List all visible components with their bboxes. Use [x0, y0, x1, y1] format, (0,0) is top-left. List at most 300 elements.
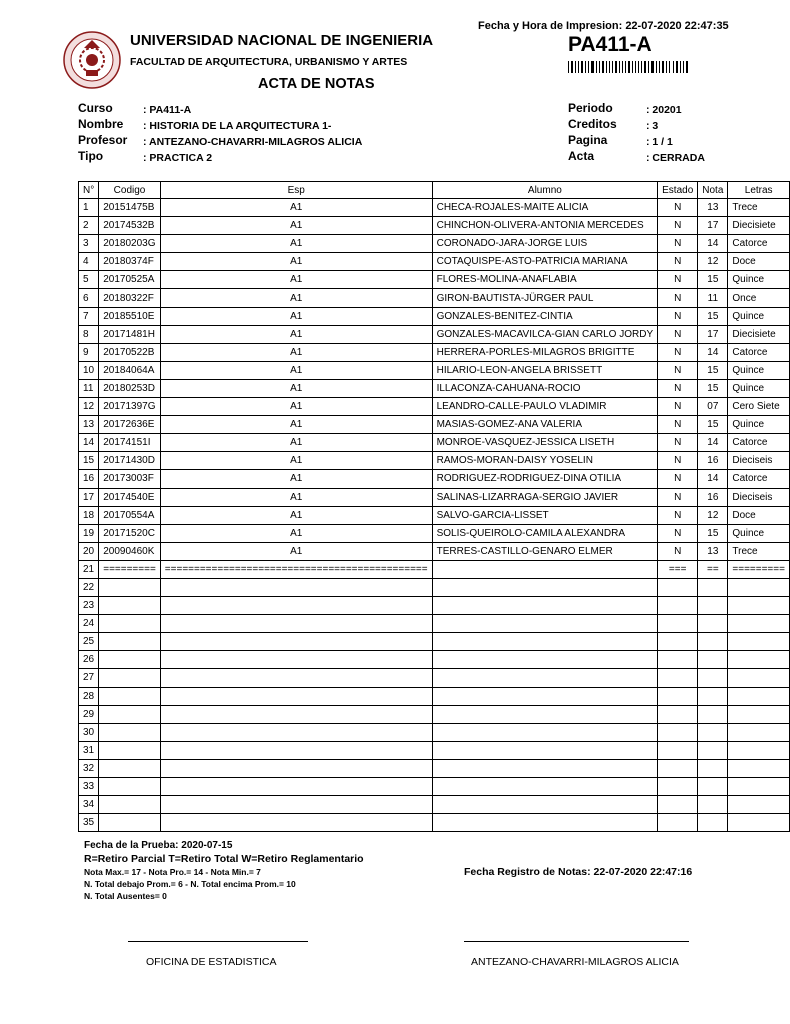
cell-nota — [698, 669, 728, 687]
cell-letras: Diecisiete — [728, 217, 790, 235]
cell-codigo — [99, 597, 161, 615]
cell-codigo — [99, 651, 161, 669]
value-nombre: : HISTORIA DE LA ARQUITECTURA 1- — [143, 120, 332, 132]
cell-codigo: 20090460K — [99, 542, 161, 560]
cell-esp: A1 — [160, 361, 432, 379]
table-row — [79, 488, 790, 506]
cell-num: 4 — [79, 253, 99, 271]
cell-codigo — [99, 814, 161, 832]
cell-letras: Dieciseis — [728, 488, 790, 506]
cell-codigo: 20173003F — [99, 470, 161, 488]
cell-estado: N — [658, 434, 698, 452]
cell-nota — [698, 741, 728, 759]
label-acta: Acta — [568, 149, 595, 163]
label-periodo: Periodo — [568, 101, 613, 115]
cell-letras: Doce — [728, 253, 790, 271]
cell-letras: Catorce — [728, 235, 790, 253]
cell-estado: N — [658, 307, 698, 325]
col-header-letras: Letras — [728, 182, 790, 199]
cell-num: 23 — [79, 597, 99, 615]
cell-letras: Quince — [728, 271, 790, 289]
faculty-name: FACULTAD DE ARQUITECTURA, URBANISMO Y ARTES — [130, 56, 408, 68]
cell-codigo: 20171430D — [99, 452, 161, 470]
cell-num: 31 — [79, 741, 99, 759]
document-title: ACTA DE NOTAS — [258, 76, 375, 92]
cell-nota: 15 — [698, 361, 728, 379]
cell-num: 21 — [79, 560, 99, 578]
cell-estado: N — [658, 452, 698, 470]
cell-codigo: 20171397G — [99, 398, 161, 416]
cell-esp — [160, 796, 432, 814]
cell-num: 18 — [79, 506, 99, 524]
cell-num: 17 — [79, 488, 99, 506]
cell-nota: 15 — [698, 271, 728, 289]
absent-stats: N. Total Ausentes= 0 — [84, 891, 167, 901]
cell-letras: Quince — [728, 307, 790, 325]
cell-codigo: 20180322F — [99, 289, 161, 307]
cell-esp: A1 — [160, 542, 432, 560]
cell-codigo — [99, 633, 161, 651]
cell-letras: Quince — [728, 416, 790, 434]
value-pagina: : 1 / 1 — [646, 136, 673, 148]
cell-alumno: FLORES-MOLINA-ANAFLABIA — [432, 271, 658, 289]
cell-esp — [160, 778, 432, 796]
cell-esp — [160, 759, 432, 777]
cell-codigo — [99, 669, 161, 687]
cell-alumno — [432, 759, 658, 777]
cell-alumno — [432, 741, 658, 759]
cell-num: 3 — [79, 235, 99, 253]
cell-codigo: 20174532B — [99, 217, 161, 235]
cell-letras — [728, 741, 790, 759]
cell-nota: 12 — [698, 253, 728, 271]
cell-alumno — [432, 560, 658, 578]
cell-codigo: 20170525A — [99, 271, 161, 289]
table-row — [79, 814, 790, 832]
cell-num: 16 — [79, 470, 99, 488]
cell-nota: 12 — [698, 506, 728, 524]
cell-num: 1 — [79, 199, 99, 217]
cell-alumno — [432, 633, 658, 651]
cell-estado — [658, 597, 698, 615]
cell-letras: Catorce — [728, 343, 790, 361]
cell-codigo: 20170554A — [99, 506, 161, 524]
cell-nota — [698, 615, 728, 633]
cell-estado — [658, 578, 698, 596]
cell-esp: A1 — [160, 416, 432, 434]
cell-esp: A1 — [160, 325, 432, 343]
cell-num: 30 — [79, 723, 99, 741]
cell-estado: N — [658, 217, 698, 235]
value-periodo: : 20201 — [646, 104, 682, 116]
cell-alumno: HERRERA-PORLES-MILAGROS BRIGITTE — [432, 343, 658, 361]
signature-line-right — [464, 941, 689, 942]
cell-alumno — [432, 723, 658, 741]
cell-estado — [658, 723, 698, 741]
cell-nota — [698, 759, 728, 777]
cell-esp: A1 — [160, 398, 432, 416]
cell-nota: 16 — [698, 488, 728, 506]
cell-estado: N — [658, 361, 698, 379]
cell-esp — [160, 687, 432, 705]
cell-nota — [698, 723, 728, 741]
col-header-num: N° — [79, 182, 99, 199]
cell-codigo — [99, 578, 161, 596]
cell-estado: N — [658, 542, 698, 560]
cell-alumno: RODRIGUEZ-RODRIGUEZ-DINA OTILIA — [432, 470, 658, 488]
cell-esp — [160, 723, 432, 741]
table-row — [79, 361, 790, 379]
cell-estado — [658, 687, 698, 705]
cell-nota: 15 — [698, 524, 728, 542]
cell-alumno: CHECA-ROJALES-MAITE ALICIA — [432, 199, 658, 217]
cell-estado: N — [658, 488, 698, 506]
value-curso: : PA411-A — [143, 104, 192, 116]
cell-num: 12 — [79, 398, 99, 416]
cell-codigo — [99, 796, 161, 814]
cell-esp: A1 — [160, 452, 432, 470]
cell-alumno — [432, 651, 658, 669]
cell-alumno: SOLIS-QUEIROLO-CAMILA ALEXANDRA — [432, 524, 658, 542]
cell-nota: 13 — [698, 199, 728, 217]
cell-codigo: 20171481H — [99, 325, 161, 343]
cell-letras — [728, 615, 790, 633]
cell-letras — [728, 778, 790, 796]
cell-num: 2 — [79, 217, 99, 235]
grades-table-body — [79, 199, 790, 832]
table-row — [79, 452, 790, 470]
average-stats: N. Total debajo Prom.= 6 - N. Total encima Prom.= 10 — [84, 879, 296, 889]
cell-estado — [658, 778, 698, 796]
cell-num: 25 — [79, 633, 99, 651]
print-timestamp: Fecha y Hora de Impresion: 22-07-2020 22:47:35 — [478, 20, 729, 32]
table-row — [79, 651, 790, 669]
col-header-nota: Nota — [698, 182, 728, 199]
label-tipo: Tipo — [78, 149, 104, 163]
cell-alumno: COTAQUISPE-ASTO-PATRICIA MARIANA — [432, 253, 658, 271]
cell-esp: A1 — [160, 506, 432, 524]
table-row — [79, 615, 790, 633]
registration-date: Fecha Registro de Notas: 22-07-2020 22:47:16 — [464, 866, 693, 878]
cell-codigo — [99, 705, 161, 723]
cell-codigo: 20171520C — [99, 524, 161, 542]
cell-codigo: 20174540E — [99, 488, 161, 506]
table-row — [79, 235, 790, 253]
cell-alumno: CORONADO-JARA-JORGE LUIS — [432, 235, 658, 253]
cell-esp: A1 — [160, 253, 432, 271]
cell-alumno: GONZALES-MACAVILCA-GIAN CARLO JORDY — [432, 325, 658, 343]
cell-letras: Dieciseis — [728, 452, 790, 470]
cell-estado: N — [658, 253, 698, 271]
label-pagina: Pagina — [568, 133, 608, 147]
cell-num: 35 — [79, 814, 99, 832]
table-row — [79, 325, 790, 343]
cell-codigo — [99, 615, 161, 633]
cell-estado: N — [658, 506, 698, 524]
cell-nota — [698, 578, 728, 596]
cell-num: 24 — [79, 615, 99, 633]
col-header-codigo: Codigo — [99, 182, 161, 199]
table-row — [79, 705, 790, 723]
cell-alumno — [432, 778, 658, 796]
cell-esp: A1 — [160, 271, 432, 289]
table-row — [79, 470, 790, 488]
cell-esp: A1 — [160, 488, 432, 506]
cell-codigo: 20172636E — [99, 416, 161, 434]
cell-nota: 16 — [698, 452, 728, 470]
table-row — [79, 633, 790, 651]
cell-estado — [658, 615, 698, 633]
grades-table — [78, 181, 790, 832]
cell-esp — [160, 633, 432, 651]
cell-alumno: TERRES-CASTILLO-GENARO ELMER — [432, 542, 658, 560]
cell-esp: A1 — [160, 524, 432, 542]
cell-nota: 15 — [698, 416, 728, 434]
cell-esp: A1 — [160, 379, 432, 397]
table-row — [79, 416, 790, 434]
cell-estado: N — [658, 235, 698, 253]
label-curso: Curso — [78, 101, 113, 115]
cell-num: 6 — [79, 289, 99, 307]
table-row — [79, 434, 790, 452]
barcode — [568, 61, 688, 73]
cell-codigo — [99, 778, 161, 796]
table-row — [79, 289, 790, 307]
table-row — [79, 597, 790, 615]
cell-alumno: GONZALES-BENITEZ-CINTIA — [432, 307, 658, 325]
label-profesor: Profesor — [78, 133, 128, 147]
cell-num: 32 — [79, 759, 99, 777]
table-row — [79, 723, 790, 741]
cell-letras: Trece — [728, 199, 790, 217]
table-row — [79, 796, 790, 814]
cell-esp: A1 — [160, 199, 432, 217]
cell-letras — [728, 669, 790, 687]
cell-codigo: ========= — [99, 560, 161, 578]
grade-stats: Nota Max.= 17 - Nota Pro.= 14 - Nota Min.= 7 — [84, 867, 261, 877]
cell-letras: Catorce — [728, 470, 790, 488]
cell-letras — [728, 723, 790, 741]
cell-alumno: CHINCHON-OLIVERA-ANTONIA MERCEDES — [432, 217, 658, 235]
cell-codigo — [99, 687, 161, 705]
cell-estado — [658, 705, 698, 723]
cell-alumno — [432, 578, 658, 596]
cell-estado: === — [658, 560, 698, 578]
cell-alumno: SALINAS-LIZARRAGA-SERGIO JAVIER — [432, 488, 658, 506]
signature-line-left — [128, 941, 308, 942]
table-row — [79, 578, 790, 596]
table-row — [79, 778, 790, 796]
cell-alumno: LEANDRO-CALLE-PAULO VLADIMIR — [432, 398, 658, 416]
table-row — [79, 687, 790, 705]
cell-nota: 17 — [698, 325, 728, 343]
label-creditos: Creditos — [568, 117, 617, 131]
cell-esp: ============================================= — [160, 560, 432, 578]
table-row — [79, 560, 790, 578]
cell-num: 26 — [79, 651, 99, 669]
cell-estado — [658, 669, 698, 687]
cell-nota — [698, 651, 728, 669]
value-tipo: : PRACTICA 2 — [143, 152, 213, 164]
value-creditos: : 3 — [646, 120, 659, 132]
cell-letras — [728, 705, 790, 723]
cell-esp: A1 — [160, 434, 432, 452]
table-row — [79, 379, 790, 397]
cell-alumno: MASIAS-GOMEZ-ANA VALERIA — [432, 416, 658, 434]
university-name: UNIVERSIDAD NACIONAL DE INGENIERIA — [130, 32, 434, 49]
cell-esp: A1 — [160, 470, 432, 488]
cell-num: 11 — [79, 379, 99, 397]
cell-num: 20 — [79, 542, 99, 560]
cell-num: 19 — [79, 524, 99, 542]
value-profesor: : ANTEZANO-CHAVARRI-MILAGROS ALICIA — [143, 136, 363, 148]
cell-letras: Quince — [728, 524, 790, 542]
cell-alumno: HILARIO-LEON-ANGELA BRISSETT — [432, 361, 658, 379]
label-nombre: Nombre — [78, 117, 124, 131]
cell-esp: A1 — [160, 307, 432, 325]
cell-nota — [698, 705, 728, 723]
cell-nota — [698, 796, 728, 814]
cell-esp: A1 — [160, 235, 432, 253]
cell-num: 29 — [79, 705, 99, 723]
cell-num: 28 — [79, 687, 99, 705]
cell-estado — [658, 741, 698, 759]
cell-nota: 07 — [698, 398, 728, 416]
cell-esp: A1 — [160, 343, 432, 361]
cell-codigo — [99, 741, 161, 759]
cell-letras: Trece — [728, 542, 790, 560]
cell-esp: A1 — [160, 289, 432, 307]
cell-letras: Quince — [728, 379, 790, 397]
cell-codigo: 20151475B — [99, 199, 161, 217]
cell-letras: Cero Siete — [728, 398, 790, 416]
cell-esp — [160, 669, 432, 687]
cell-estado: N — [658, 379, 698, 397]
cell-alumno — [432, 669, 658, 687]
table-row — [79, 253, 790, 271]
cell-estado: N — [658, 289, 698, 307]
cell-nota: 14 — [698, 470, 728, 488]
cell-num: 15 — [79, 452, 99, 470]
cell-letras — [728, 687, 790, 705]
cell-alumno — [432, 814, 658, 832]
cell-letras — [728, 597, 790, 615]
cell-estado: N — [658, 343, 698, 361]
table-row — [79, 343, 790, 361]
cell-estado: N — [658, 199, 698, 217]
cell-alumno: RAMOS-MORAN-DAISY YOSELIN — [432, 452, 658, 470]
table-row — [79, 398, 790, 416]
col-header-esp: Esp — [160, 182, 432, 199]
cell-num: 33 — [79, 778, 99, 796]
cell-esp — [160, 741, 432, 759]
value-acta: : CERRADA — [646, 152, 705, 164]
cell-estado — [658, 796, 698, 814]
cell-estado — [658, 759, 698, 777]
cell-nota — [698, 687, 728, 705]
cell-letras — [728, 759, 790, 777]
cell-alumno — [432, 687, 658, 705]
cell-letras — [728, 633, 790, 651]
cell-letras: Catorce — [728, 434, 790, 452]
cell-codigo — [99, 759, 161, 777]
cell-esp — [160, 705, 432, 723]
cell-letras: Once — [728, 289, 790, 307]
cell-nota: 14 — [698, 235, 728, 253]
table-row — [79, 542, 790, 560]
cell-esp: A1 — [160, 217, 432, 235]
table-header-row — [79, 182, 790, 199]
table-row — [79, 524, 790, 542]
cell-nota: 13 — [698, 542, 728, 560]
cell-num: 13 — [79, 416, 99, 434]
cell-num: 27 — [79, 669, 99, 687]
table-row — [79, 669, 790, 687]
cell-num: 5 — [79, 271, 99, 289]
cell-codigo: 20180374F — [99, 253, 161, 271]
cell-alumno: GIRON-BAUTISTA-JÜRGER PAUL — [432, 289, 658, 307]
withdrawal-legend: R=Retiro Parcial T=Retiro Total W=Retiro Reglamentario — [84, 853, 364, 865]
cell-alumno: SALVO-GARCIA-LISSET — [432, 506, 658, 524]
table-row — [79, 741, 790, 759]
cell-alumno — [432, 597, 658, 615]
table-row — [79, 506, 790, 524]
table-row — [79, 271, 790, 289]
table-row — [79, 217, 790, 235]
cell-letras: Diecisiete — [728, 325, 790, 343]
cell-nota: 15 — [698, 379, 728, 397]
cell-nota: 14 — [698, 434, 728, 452]
cell-num: 9 — [79, 343, 99, 361]
cell-nota — [698, 814, 728, 832]
cell-alumno — [432, 705, 658, 723]
cell-nota — [698, 633, 728, 651]
cell-nota: 14 — [698, 343, 728, 361]
cell-num: 34 — [79, 796, 99, 814]
cell-esp — [160, 597, 432, 615]
cell-alumno — [432, 615, 658, 633]
cell-codigo: 20184064A — [99, 361, 161, 379]
cell-letras: Doce — [728, 506, 790, 524]
table-row — [79, 199, 790, 217]
cell-codigo: 20180203G — [99, 235, 161, 253]
cell-estado: N — [658, 524, 698, 542]
cell-estado: N — [658, 271, 698, 289]
cell-num: 14 — [79, 434, 99, 452]
cell-codigo: 20180253D — [99, 379, 161, 397]
cell-nota — [698, 597, 728, 615]
cell-num: 22 — [79, 578, 99, 596]
signature-professor: ANTEZANO-CHAVARRI-MILAGROS ALICIA — [471, 956, 679, 968]
cell-num: 7 — [79, 307, 99, 325]
cell-codigo: 20170522B — [99, 343, 161, 361]
cell-letras — [728, 814, 790, 832]
course-code-heading: PA411-A — [568, 33, 652, 56]
table-row — [79, 307, 790, 325]
cell-estado: N — [658, 416, 698, 434]
cell-alumno: ILLACONZA-CAHUANA-ROCIO — [432, 379, 658, 397]
cell-esp — [160, 615, 432, 633]
cell-nota: 15 — [698, 307, 728, 325]
col-header-estado: Estado — [658, 182, 698, 199]
cell-letras — [728, 578, 790, 596]
cell-estado: N — [658, 398, 698, 416]
cell-nota: 17 — [698, 217, 728, 235]
col-header-alumno: Alumno — [432, 182, 658, 199]
cell-letras: Quince — [728, 361, 790, 379]
signature-office: OFICINA DE ESTADISTICA — [146, 956, 277, 968]
cell-codigo — [99, 723, 161, 741]
